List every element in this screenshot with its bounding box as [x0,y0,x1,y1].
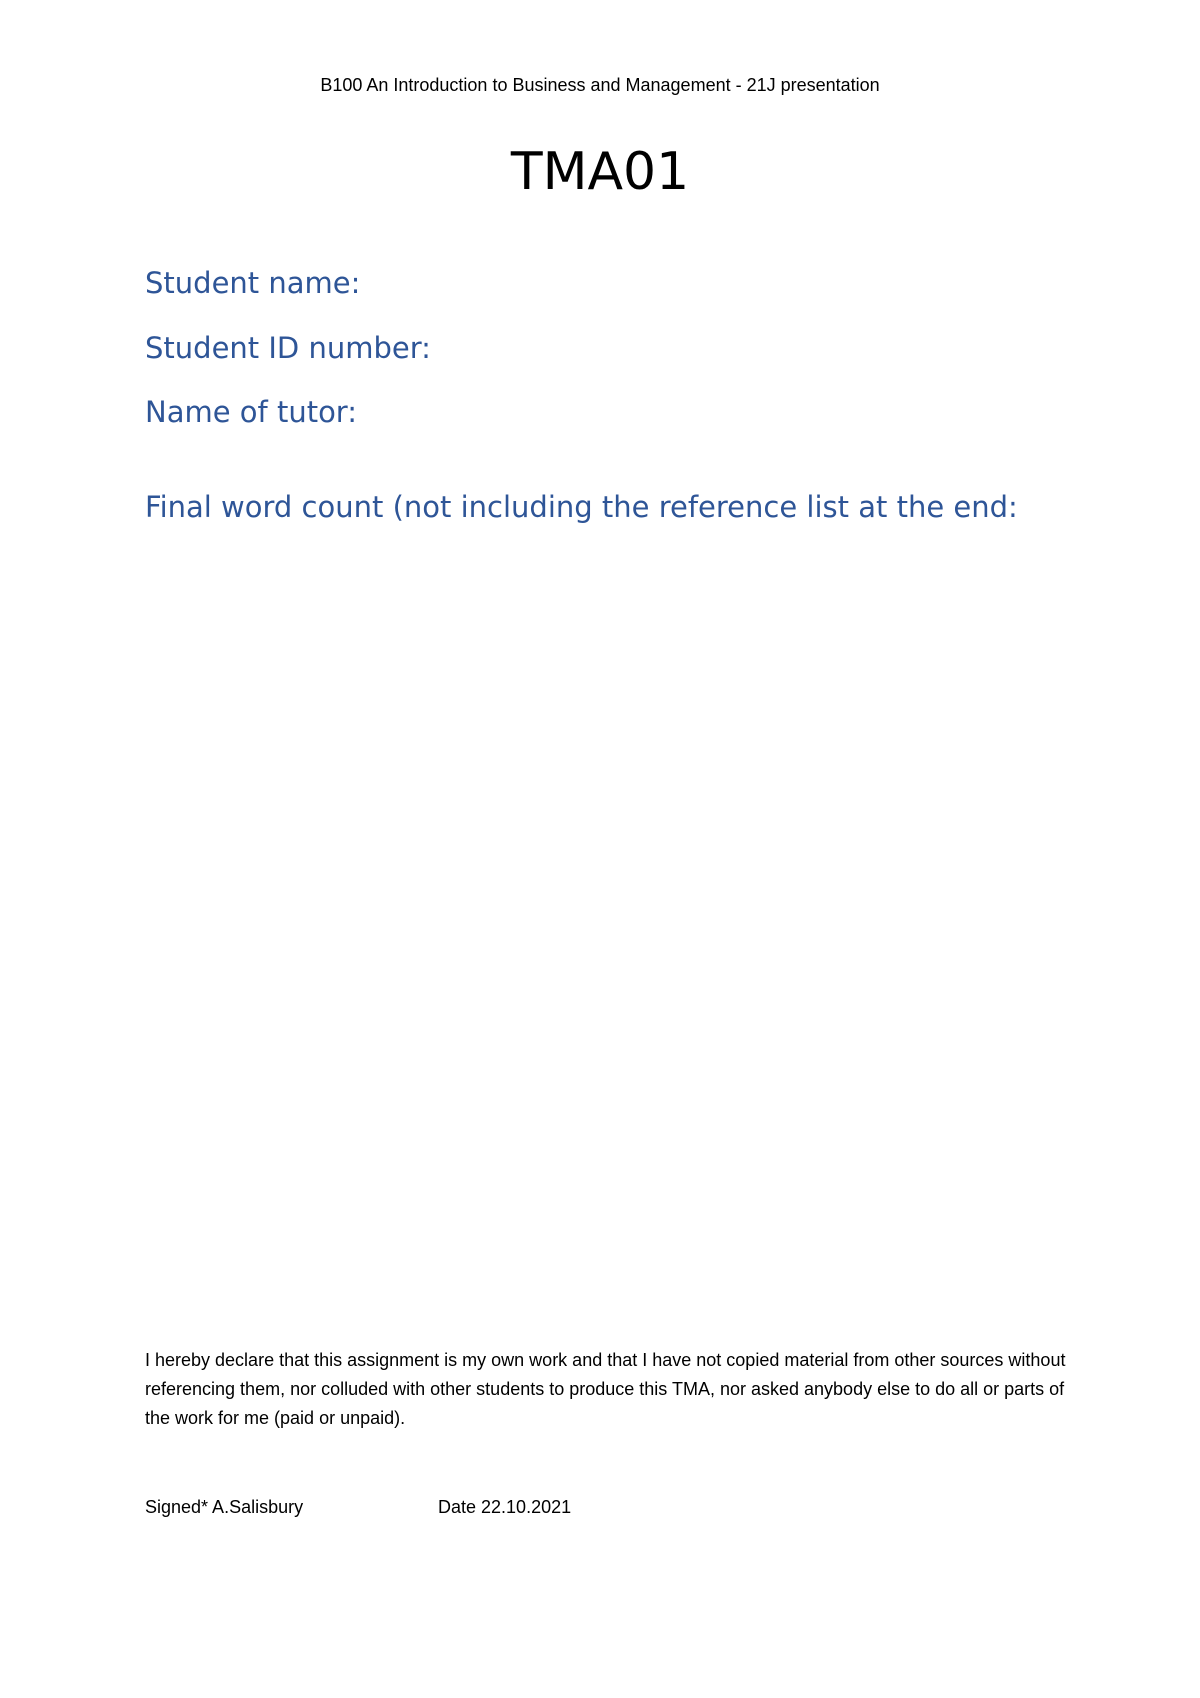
student-name-label: Student name: [145,266,361,300]
date-line: Date 22.10.2021 [438,1497,572,1517]
course-header: B100 An Introduction to Business and Management - 21J presentation [320,75,880,95]
word-count-label: Final word count (not including the reference list at the end: [145,490,1018,524]
page-title: TMA01 [510,142,690,202]
student-id-label: Student ID number: [145,331,431,365]
tutor-name-label: Name of tutor: [145,395,357,429]
signed-line: Signed* A.Salisbury [145,1497,304,1517]
declaration-text: I hereby declare that this assignment is my own work and that I have not copied material from other sources without referencing them, nor colluded with other students to produce this TMA, nor asked anybody else to do all or parts of the work for me (paid or unpaid). [145,1350,1066,1428]
